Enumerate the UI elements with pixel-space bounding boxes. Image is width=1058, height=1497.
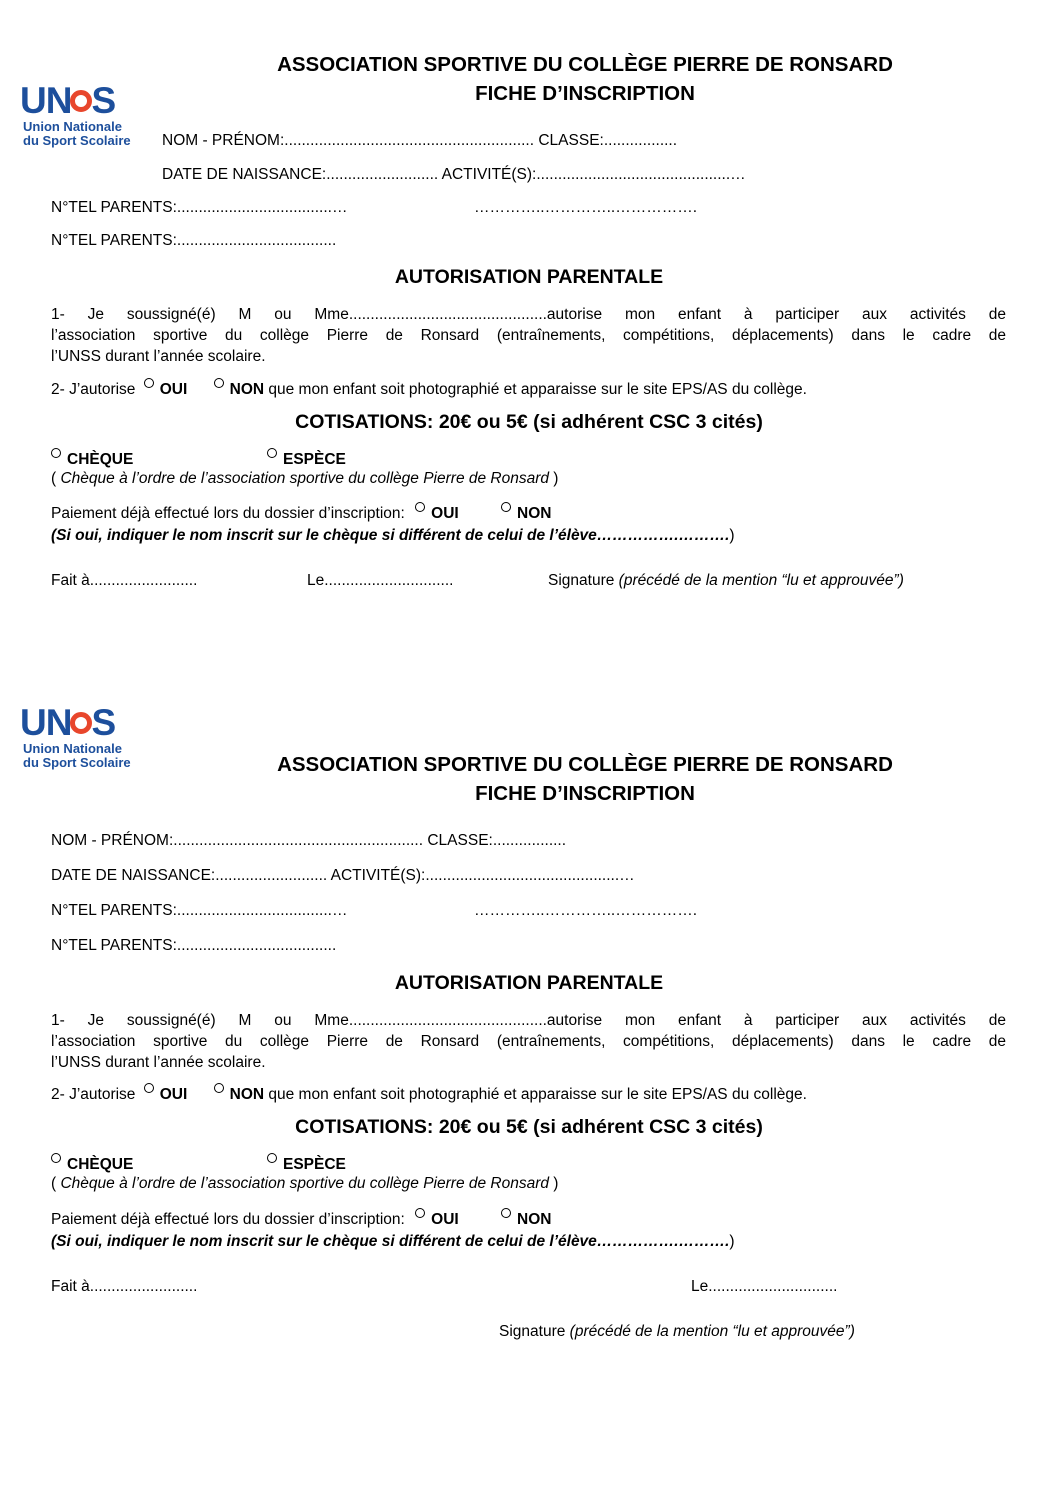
cotisations-heading: COTISATIONS: 20€ ou 5€ (si adhérent CSC 3 cités)	[295, 1116, 763, 1138]
paiement-non-checkbox[interactable]	[501, 502, 511, 512]
unss-logo-word: UN S	[20, 80, 116, 121]
tel-parents-field-1[interactable]: N°TEL PARENTS:....................................…	[51, 902, 348, 919]
signature-field[interactable]	[548, 572, 904, 590]
para-line-1[interactable]: 1- Je soussigné(é) M ou Mme..............................................autorise mon enfant à participer aux activités de	[51, 306, 1006, 323]
cheque-note: ( Chèque à l’ordre de l’association sportive du collège Pierre de Ronsard )	[51, 470, 559, 487]
activites-field[interactable]: ACTIVITÉ(S):.............................................…	[330, 867, 635, 884]
fait-a-field[interactable]: Fait à.........................	[51, 1278, 198, 1295]
title-line-1: ASSOCIATION SPORTIVE DU COLLÈGE PIERRE DE RONSARD	[277, 53, 893, 76]
para-line-2: l’association sportive du collège Pierre de Ronsard (entraînements, compétitions, déplacements) dans le cadre de	[51, 1033, 1006, 1050]
paiement-oui-label: OUI	[431, 1211, 459, 1228]
title-line-2: FICHE D’INSCRIPTION	[475, 82, 695, 105]
title-line-2: FICHE D’INSCRIPTION	[475, 782, 695, 805]
signature-note: (précédé de la mention “lu et approuvée”)	[569, 1323, 855, 1340]
cheque-label: CHÈQUE	[67, 1156, 134, 1173]
photo-authorization	[51, 1083, 807, 1104]
autorisation-paragraph	[51, 304, 1006, 367]
paiement-oui-label: OUI	[431, 505, 459, 522]
fait-a-field[interactable]: Fait à.........................	[51, 572, 198, 589]
tel-parents-field-1[interactable]: N°TEL PARENTS:....................................…	[51, 199, 348, 216]
naissance-field[interactable]: DATE DE NAISSANCE:..........................	[51, 867, 328, 884]
para-line-1[interactable]: 1- Je soussigné(é) M ou Mme..............................................autorise mon enfant à participer aux activités de	[51, 1012, 1006, 1029]
cheque-note-text: Chèque à l’ordre de l’association sportive du collège Pierre de Ronsard	[60, 470, 549, 487]
espece-label: ESPÈCE	[283, 451, 346, 468]
cheque-checkbox[interactable]	[51, 448, 61, 458]
si-oui-note: (Si oui, indiquer le nom inscrit sur le chèque si différent de celui de l’élève…………….……….)	[51, 1233, 735, 1250]
signature-field[interactable]	[499, 1323, 855, 1341]
form-title	[160, 50, 1010, 108]
tel-parents-extra-1[interactable]: …………..…………..…………….	[474, 199, 698, 216]
paiement-line	[51, 1208, 551, 1229]
unss-logo	[20, 704, 145, 770]
si-oui-text[interactable]: (Si oui, indiquer le nom inscrit sur le chèque si différent de celui de l’élève…………….……….	[51, 527, 730, 544]
paiement-oui-checkbox[interactable]	[415, 1208, 425, 1218]
signature-note: (précédé de la mention “lu et approuvée”)	[618, 572, 904, 589]
unss-logo-word: UN S	[20, 702, 116, 743]
title-line-1: ASSOCIATION SPORTIVE DU COLLÈGE PIERRE DE RONSARD	[277, 753, 893, 776]
cheque-note: ( Chèque à l’ordre de l’association sportive du collège Pierre de Ronsard )	[51, 1175, 559, 1192]
espece-label: ESPÈCE	[283, 1156, 346, 1173]
cheque-checkbox[interactable]	[51, 1153, 61, 1163]
tel-parents-field-2[interactable]: N°TEL PARENTS:.....................................	[51, 232, 337, 249]
photo-authorization	[51, 378, 807, 399]
photo-non-label: NON	[229, 1086, 265, 1103]
form-title	[160, 750, 1010, 808]
classe-field[interactable]: CLASSE:.................	[538, 132, 678, 149]
photo-non-label: NON	[229, 381, 265, 398]
autorisation-paragraph	[51, 1010, 1006, 1073]
para-line-2: l’association sportive du collège Pierre de Ronsard (entraînements, compétitions, déplacements) dans le cadre de	[51, 327, 1006, 344]
nom-field[interactable]: NOM - PRÉNOM:..........................................................	[51, 832, 424, 849]
signature-label: Signature	[548, 572, 615, 589]
cheque-note-text: Chèque à l’ordre de l’association sportive du collège Pierre de Ronsard	[60, 1175, 549, 1192]
photo-oui-label: OUI	[159, 381, 188, 398]
logo-subtitle-2: du Sport Scolaire	[23, 755, 131, 770]
paiement-oui-checkbox[interactable]	[415, 502, 425, 512]
unss-logo	[20, 82, 145, 148]
photo-non-checkbox[interactable]	[214, 1083, 224, 1093]
le-field[interactable]: Le..............................	[691, 1278, 838, 1295]
photo-oui-label: OUI	[159, 1086, 188, 1103]
le-field[interactable]: Le..............................	[307, 572, 454, 589]
logo-subtitle-1: Union Nationale	[23, 119, 122, 134]
paiement-label: Paiement déjà effectué lors du dossier d’inscription:	[51, 1211, 405, 1228]
naissance-field[interactable]: DATE DE NAISSANCE:..........................	[162, 166, 439, 183]
classe-field[interactable]: CLASSE:.................	[427, 832, 567, 849]
autorisation-heading: AUTORISATION PARENTALE	[394, 972, 664, 994]
photo-prefix: 2- J’autorise	[51, 1086, 136, 1103]
paiement-line	[51, 502, 551, 523]
paiement-non-checkbox[interactable]	[501, 1208, 511, 1218]
tel-parents-extra-1[interactable]: …………..…………..…………….	[474, 902, 698, 919]
si-oui-note: (Si oui, indiquer le nom inscrit sur le chèque si différent de celui de l’élève…………….……….)	[51, 527, 735, 544]
photo-non-checkbox[interactable]	[214, 378, 224, 388]
espece-checkbox[interactable]	[267, 1153, 277, 1163]
activites-field[interactable]: ACTIVITÉ(S):.............................................…	[441, 166, 746, 183]
paiement-label: Paiement déjà effectué lors du dossier d’inscription:	[51, 505, 405, 522]
photo-oui-checkbox[interactable]	[144, 1083, 154, 1093]
si-oui-text[interactable]: (Si oui, indiquer le nom inscrit sur le chèque si différent de celui de l’élève…………….……….	[51, 1233, 730, 1250]
tel-parents-field-2[interactable]: N°TEL PARENTS:.....................................	[51, 937, 337, 954]
photo-suffix: que mon enfant soit photographié et apparaisse sur le site EPS/AS du collège.	[268, 381, 807, 398]
para-line-3: l’UNSS durant l’année scolaire.	[51, 348, 266, 365]
logo-subtitle-1: Union Nationale	[23, 741, 122, 756]
cheque-label: CHÈQUE	[67, 451, 134, 468]
paiement-non-label: NON	[517, 505, 552, 522]
cotisations-heading: COTISATIONS: 20€ ou 5€ (si adhérent CSC 3 cités)	[295, 411, 763, 433]
para-line-3: l’UNSS durant l’année scolaire.	[51, 1054, 266, 1071]
espece-checkbox[interactable]	[267, 448, 277, 458]
photo-prefix: 2- J’autorise	[51, 381, 136, 398]
nom-field[interactable]: NOM - PRÉNOM:..........................................................	[162, 132, 535, 149]
logo-subtitle-2: du Sport Scolaire	[23, 133, 131, 148]
photo-suffix: que mon enfant soit photographié et apparaisse sur le site EPS/AS du collège.	[268, 1086, 807, 1103]
paiement-non-label: NON	[517, 1211, 552, 1228]
photo-oui-checkbox[interactable]	[144, 378, 154, 388]
signature-label: Signature	[499, 1323, 566, 1340]
autorisation-heading: AUTORISATION PARENTALE	[394, 266, 664, 288]
